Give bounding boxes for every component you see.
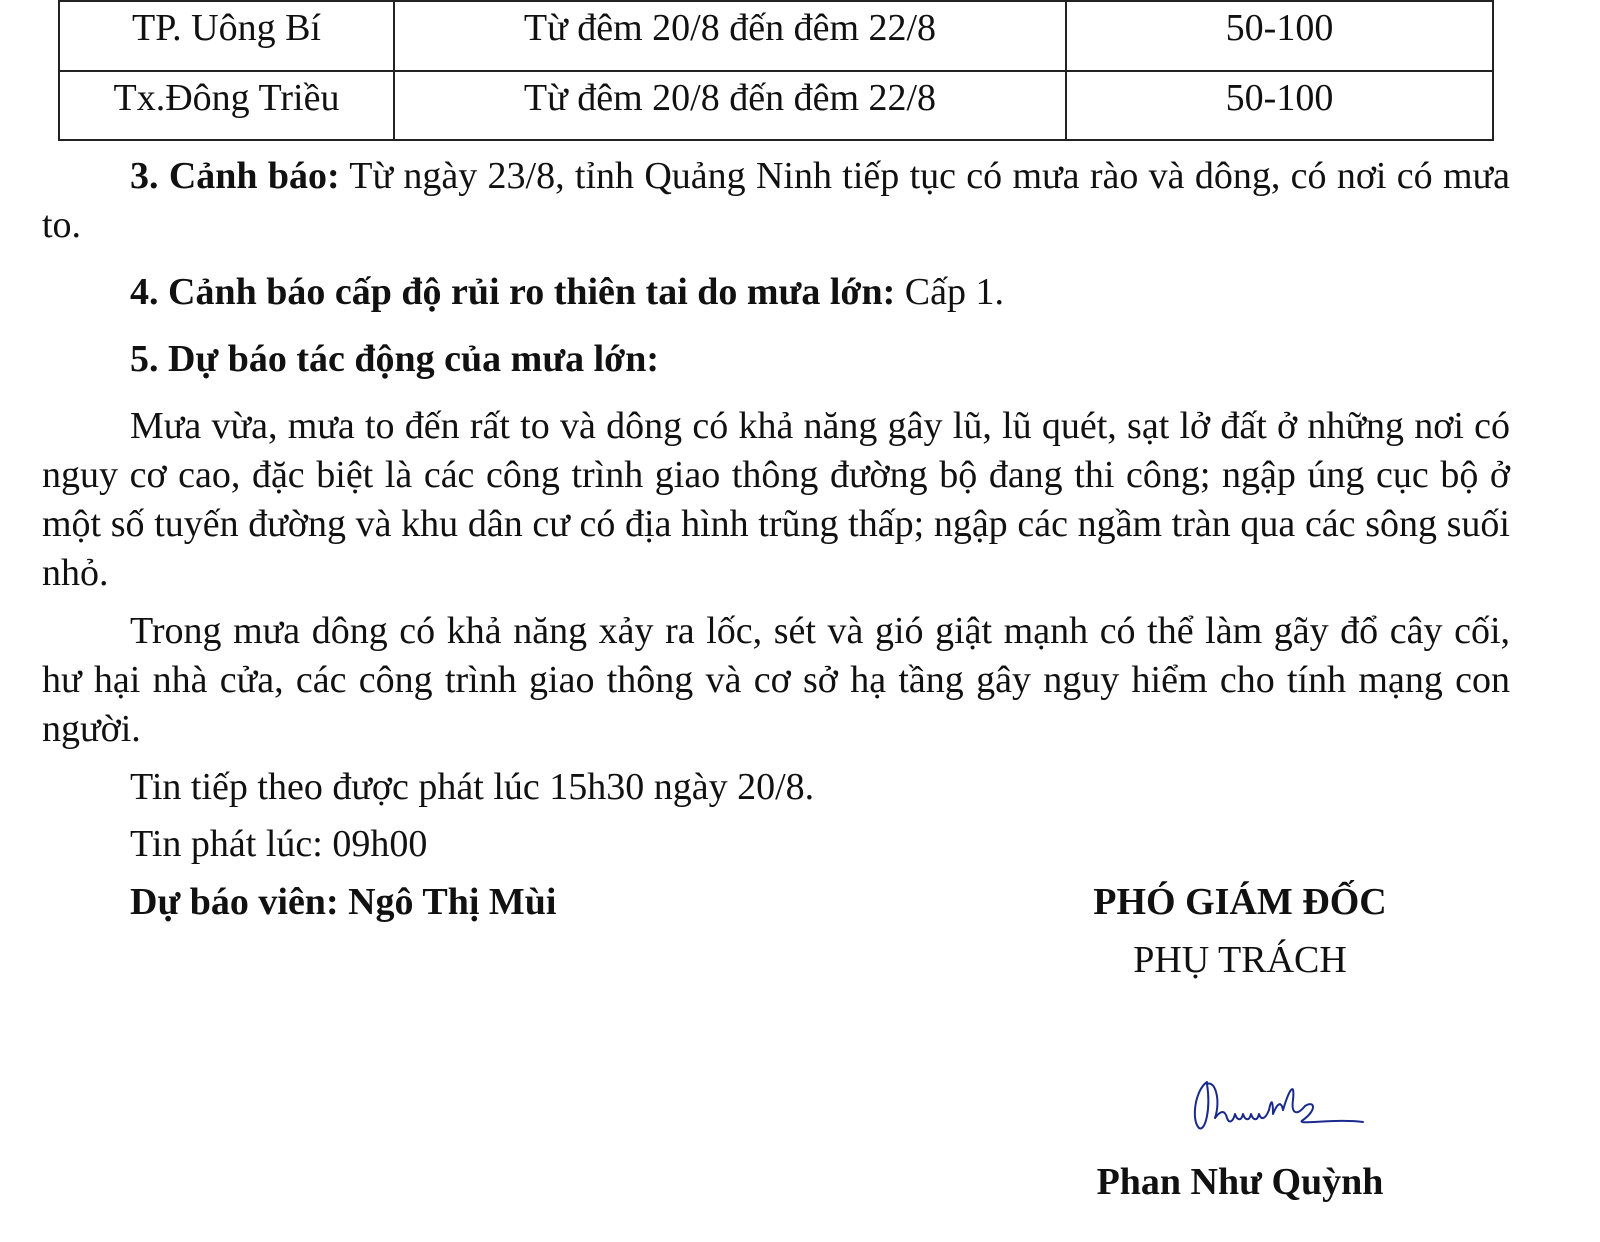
impact-paragraph-flood: Mưa vừa, mưa to đến rất to và dông có khả năng gây lũ, lũ quét, sạt lở đất ở những nơi có nguy cơ cao, đặc biệt là các công trình giao thông đường bộ đang thi công; ngập úng cục bộ ở một số tuyến đường và khu dân cư có địa hình trũng thấp; ngập các ngầm tràn qua các sông suối nhỏ. [42,405,1510,594]
issued-time-text: Tin phát lúc: 09h00 [130,823,428,865]
area-cell: TP. Uông Bí [59,1,394,71]
rainfall-amount-cell: 50-100 [1066,71,1493,140]
period-cell: Từ đêm 20/8 đến đêm 22/8 [394,71,1066,140]
rainfall-forecast-table [58,0,1494,141]
period-cell: Từ đêm 20/8 đến đêm 22/8 [394,1,1066,71]
warning-text: Từ ngày 23/8, tỉnh Quảng Ninh tiếp tục có mưa rào và dông, có nơi có mưa to. [42,155,1510,246]
forecaster-name: Dự báo viên: Ngô Thị Mùi [130,881,557,923]
handwritten-signature [1185,1070,1375,1140]
signatory-title: PHÓ GIÁM ĐỐC [1093,881,1387,923]
risk-level-section [42,268,1510,317]
rainfall-amount-cell: 50-100 [1066,1,1493,71]
signatory-name: Phan Như Quỳnh [1096,1161,1384,1203]
impact-heading: 5. Dự báo tác động của mưa lớn: [130,338,660,380]
area-cell: Tx.Đông Triều [59,71,394,140]
warning-heading: 3. Cảnh báo: [130,155,340,197]
signature-strokes [1195,1082,1363,1128]
signatory-subtitle: PHỤ TRÁCH [1133,939,1347,981]
warning-section [42,152,1510,250]
risk-level-text: Cấp 1. [895,271,1004,313]
impact-paragraph-storm: Trong mưa dông có khả năng xảy ra lốc, sét và gió giật mạnh có thể làm gãy đổ cây cối, hư hại nhà cửa, các công trình giao thông và cơ sở hạ tầng gây nguy hiểm cho tính mạng con người. [42,610,1510,750]
table-row [59,71,1493,140]
risk-level-heading: 4. Cảnh báo cấp độ rủi ro thiên tai do mưa lớn: [130,271,896,313]
table-row [59,1,1493,71]
next-bulletin-text: Tin tiếp theo được phát lúc 15h30 ngày 20/8. [130,766,815,808]
